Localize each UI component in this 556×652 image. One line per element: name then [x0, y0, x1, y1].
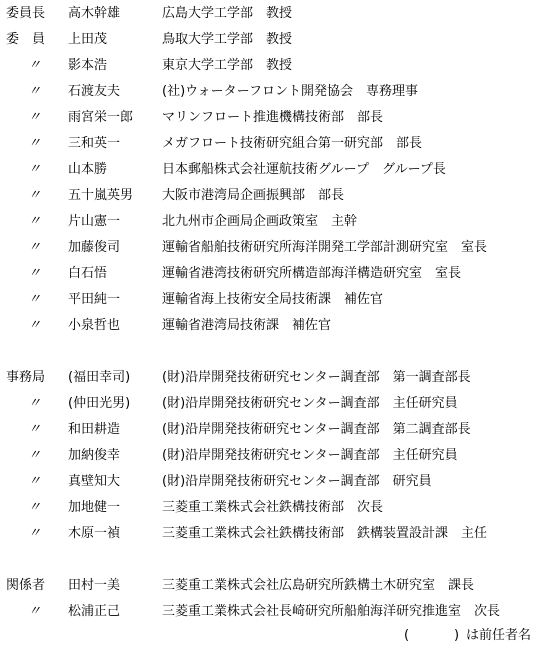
ditto-mark: 〃	[28, 474, 42, 489]
ditto-mark: 〃	[28, 396, 42, 411]
secretariat-affiliation: 三菱重工業株式会社鉄構技術部 鉄構装置設計課 主任	[162, 526, 488, 541]
member-affiliation: 運輸省海上技術安全局技術課 補佐官	[162, 292, 384, 307]
member-name: 山本勝	[68, 162, 108, 177]
member-row	[0, 212, 556, 232]
member-affiliation: 運輸省船舶技術研究所海洋開発工学部計測研究室 室長	[162, 240, 488, 255]
ditto-mark: 〃	[28, 136, 42, 151]
member-affiliation: マリンフロート推進機構技術部 部長	[162, 110, 384, 125]
member-role: 委員長	[6, 6, 46, 21]
member-name: 雨宮栄一郎	[68, 110, 134, 125]
secretariat-name: 和田耕造	[68, 422, 121, 437]
member-name: 石渡友夫	[68, 84, 121, 99]
member-row	[0, 134, 556, 154]
secretariat-name: 木原一禎	[68, 526, 121, 541]
member-affiliation: 大阪市港湾局企画振興部 部長	[162, 188, 345, 203]
member-name: 加藤俊司	[68, 240, 121, 255]
member-row	[0, 290, 556, 310]
member-name: 片山憲一	[68, 214, 121, 229]
member-row	[0, 316, 556, 336]
secretariat-affiliation: (財)沿岸開発技術研究センター調査部 主任研究員	[162, 396, 458, 411]
secretariat-row	[0, 524, 556, 544]
related-role: 関係者	[6, 578, 46, 593]
ditto-mark: 〃	[28, 292, 42, 307]
ditto-mark: 〃	[28, 604, 42, 619]
secretariat-affiliation: (財)沿岸開発技術研究センター調査部 第二調査部長	[162, 422, 471, 437]
member-row	[0, 56, 556, 76]
ditto-mark: 〃	[28, 448, 42, 463]
related-name: 田村一美	[68, 578, 121, 593]
member-name: 平田純一	[68, 292, 121, 307]
note-close-paren: )	[454, 628, 460, 643]
ditto-mark: 〃	[28, 526, 42, 541]
secretariat-role: 事務局	[6, 370, 46, 385]
ditto-mark: 〃	[28, 188, 42, 203]
secretariat-affiliation: 三菱重工業株式会社鉄構技術部 次長	[162, 500, 384, 515]
member-affiliation: メガフロート技術研究組合第一研究部 部長	[162, 136, 423, 151]
member-row	[0, 108, 556, 128]
ditto-mark: 〃	[28, 110, 42, 125]
ditto-mark: 〃	[28, 214, 42, 229]
secretariat-affiliation: (財)沿岸開発技術研究センター調査部 第一調査部長	[162, 370, 471, 385]
member-name: 小泉哲也	[68, 318, 121, 333]
secretariat-row	[0, 446, 556, 466]
related-affiliation: 三菱重工業株式会社長崎研究所船舶海洋研究推進室 次長	[162, 604, 501, 619]
ditto-mark: 〃	[28, 240, 42, 255]
member-affiliation: 北九州市企画局企画政策室 主幹	[162, 214, 358, 229]
note-text: は前任者名	[466, 628, 532, 643]
ditto-mark: 〃	[28, 500, 42, 515]
ditto-mark: 〃	[28, 266, 42, 281]
member-name: 影本浩	[68, 58, 108, 73]
member-affiliation: 日本郵船株式会社運航技術グループ グループ長	[162, 162, 446, 177]
member-affiliation: 鳥取大学工学部 教授	[162, 32, 293, 47]
member-name: 高木幹雄	[68, 6, 121, 21]
ditto-mark: 〃	[28, 422, 42, 437]
secretariat-name: (仲田光男)	[68, 396, 131, 411]
secretariat-row	[0, 394, 556, 414]
member-name: 上田茂	[68, 32, 108, 47]
member-row	[0, 82, 556, 102]
ditto-mark: 〃	[28, 84, 42, 99]
secretariat-row	[0, 420, 556, 440]
member-row	[0, 4, 556, 24]
secretariat-name: (福田幸司)	[68, 370, 131, 385]
note-open-paren: (	[404, 628, 410, 643]
member-row	[0, 186, 556, 206]
related-name: 松浦正己	[68, 604, 121, 619]
member-affiliation: 運輸省港湾局技術課 補佐官	[162, 318, 332, 333]
member-role: 委 員	[6, 32, 46, 47]
secretariat-affiliation: (財)沿岸開発技術研究センター調査部 研究員	[162, 474, 432, 489]
ditto-mark: 〃	[28, 162, 42, 177]
related-row	[0, 602, 556, 622]
member-name: 五十嵐英男	[68, 188, 134, 203]
secretariat-row	[0, 498, 556, 518]
ditto-mark: 〃	[28, 318, 42, 333]
related-affiliation: 三菱重工業株式会社広島研究所鉄構土木研究室 課長	[162, 578, 475, 593]
member-affiliation: 運輸省港湾技術研究所構造部海洋構造研究室 室長	[162, 266, 462, 281]
secretariat-affiliation: (財)沿岸開発技術研究センター調査部 主任研究員	[162, 448, 458, 463]
ditto-mark: 〃	[28, 58, 42, 73]
member-row	[0, 160, 556, 180]
member-affiliation: 東京大学工学部 教授	[162, 58, 293, 73]
secretariat-row	[0, 472, 556, 492]
related-row	[0, 576, 556, 596]
member-affiliation: 広島大学工学部 教授	[162, 6, 293, 21]
member-affiliation: (社)ウォーターフロント開発協会 専務理事	[162, 84, 418, 99]
member-name: 三和英一	[68, 136, 121, 151]
member-row	[0, 238, 556, 258]
member-row	[0, 30, 556, 50]
secretariat-name: 加地健一	[68, 500, 121, 515]
secretariat-row	[0, 368, 556, 388]
member-name: 白石悟	[68, 266, 108, 281]
secretariat-name: 加納俊幸	[68, 448, 121, 463]
member-row	[0, 264, 556, 284]
secretariat-name: 真壁知大	[68, 474, 121, 489]
